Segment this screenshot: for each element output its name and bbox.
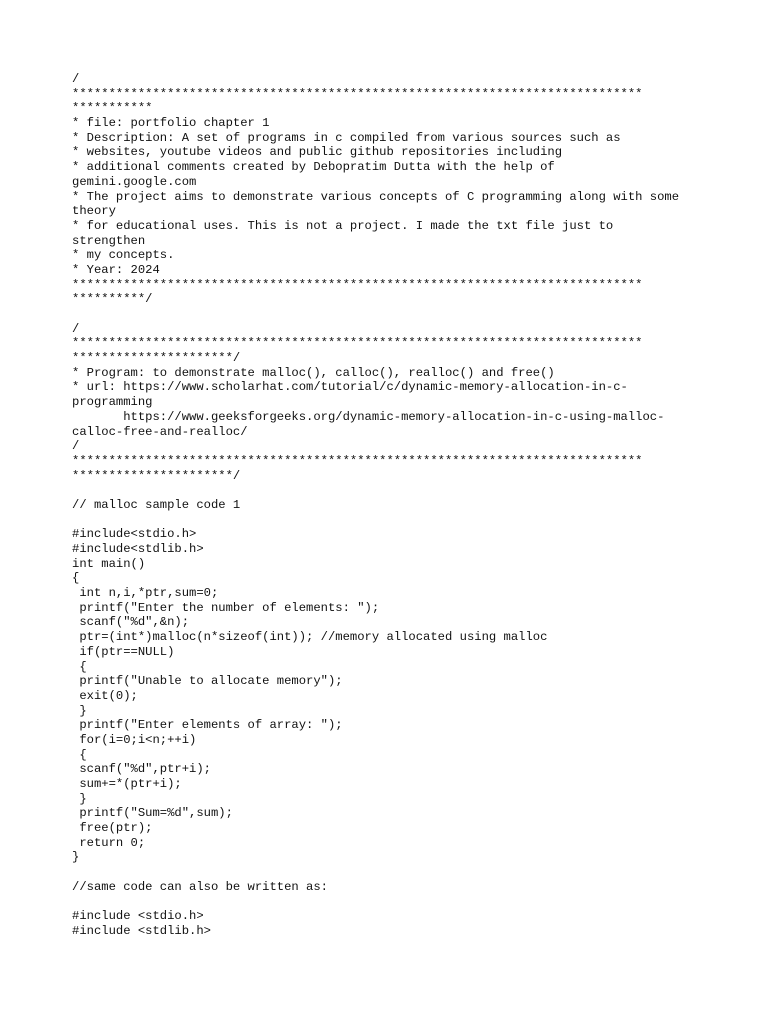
text-line: free(ptr); (72, 821, 153, 836)
text-line: * The project aims to demonstrate various concepts of C programming along with some (72, 189, 680, 204)
text-line: * file: portfolio chapter 1 (72, 116, 270, 131)
text-line: * url: https://www.scholarhat.com/tutorial/c/dynamic-memory-allocation-in-c- (72, 380, 628, 395)
text-line (72, 895, 702, 910)
text-line: #include <stdio.h> (72, 909, 204, 924)
text-line: printf("Enter elements of array: "); (72, 718, 343, 733)
text-line: * my concepts. (72, 248, 175, 263)
text-line: * for educational uses. This is not a project. I made the txt file just to (72, 218, 614, 233)
text-line: * Year: 2024 (72, 262, 160, 277)
text-line: #include<stdio.h> (72, 527, 197, 542)
text-line: / (72, 321, 80, 336)
text-line: ****************************************************************************** (72, 336, 643, 351)
text-line: ptr=(int*)malloc(n*sizeof(int)); //memory allocated using malloc (72, 630, 548, 645)
text-line: scanf("%d",&n); (72, 615, 190, 630)
text-line: exit(0); (72, 688, 138, 703)
text-line: gemini.google.com (72, 174, 197, 189)
text-line: scanf("%d",ptr+i); (72, 762, 211, 777)
text-line: #include<stdlib.h> (72, 542, 204, 556)
text-line: **********************/ (72, 351, 241, 366)
text-line: return 0; (72, 835, 146, 850)
text-line: } (72, 850, 80, 865)
text-line: / (72, 439, 80, 454)
text-line: // malloc sample code 1 (72, 497, 241, 512)
text-line: printf("Sum=%d",sum); (72, 806, 233, 821)
text-line: #include <stdlib.h> (72, 923, 211, 938)
text-line: theory (72, 204, 116, 219)
text-line: * Description: A set of programs in c compiled from various sources such as (72, 130, 621, 145)
text-line: calloc-free-and-realloc/ (72, 424, 248, 439)
text-line (72, 307, 702, 322)
text-line (72, 513, 702, 528)
text-line: * additional comments created by Debopratim Dutta with the help of (72, 160, 555, 175)
text-line: printf("Unable to allocate memory"); (72, 674, 343, 689)
text-line: //same code can also be written as: (72, 879, 328, 894)
text-line: { (72, 747, 87, 762)
text-line: for(i=0;i<n;++i) (72, 732, 197, 747)
text-line (72, 483, 702, 498)
text-line: int n,i,*ptr,sum=0; (72, 586, 219, 601)
text-line: { (72, 659, 87, 674)
text-line: https://www.geeksforgeeks.org/dynamic-memory-allocation-in-c-using-malloc- (72, 409, 665, 424)
text-line: strengthen (72, 233, 146, 248)
code-document (72, 72, 702, 939)
text-line: * websites, youtube videos and public github repositories including (72, 145, 563, 160)
text-line: ****************************************************************************** (72, 453, 643, 468)
text-line: ****************************************************************************** (72, 277, 643, 292)
text-line: if(ptr==NULL) (72, 644, 175, 659)
text-line: printf("Enter the number of elements: "); (72, 600, 380, 615)
text-line: / (72, 72, 80, 86)
text-line (72, 865, 702, 880)
text-line: sum+=*(ptr+i); (72, 777, 182, 791)
text-line: } (72, 791, 87, 806)
text-line: ****************************************************************************** (72, 86, 643, 101)
text-line: **********************/ (72, 468, 241, 483)
text-line: **********/ (72, 292, 153, 307)
text-line: int main() (72, 556, 146, 571)
text-line: } (72, 703, 87, 718)
text-line: programming (72, 395, 153, 410)
text-line: { (72, 571, 80, 586)
text-line: * Program: to demonstrate malloc(), calloc(), realloc() and free() (72, 365, 555, 380)
text-line: *********** (72, 101, 153, 116)
